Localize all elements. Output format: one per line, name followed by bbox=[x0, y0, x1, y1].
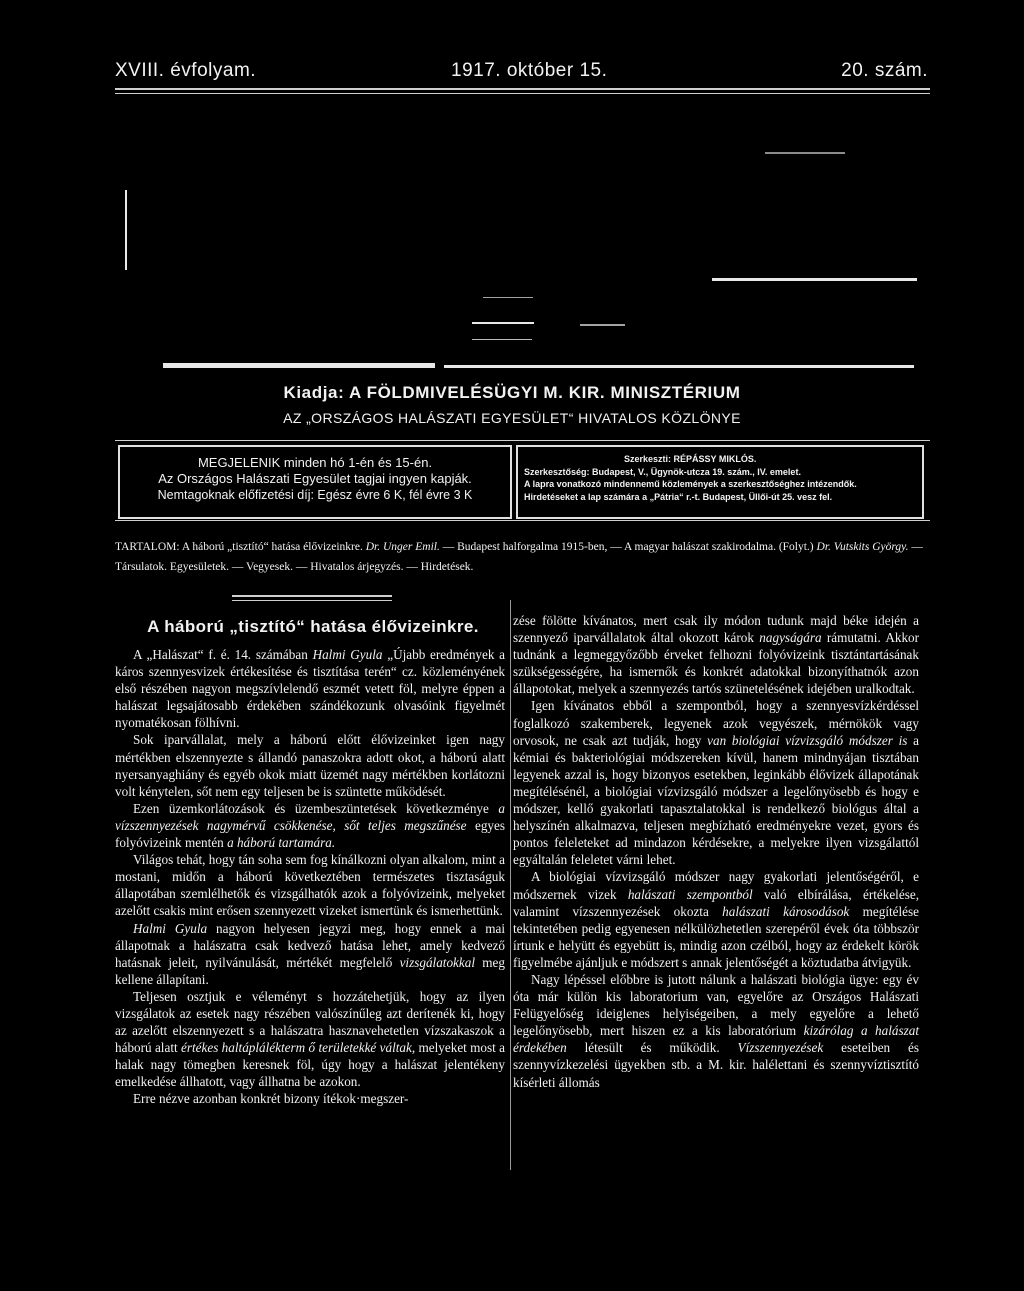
paragraph: A „Halászat“ f. é. 14. számában Halmi Gyula „Újabb eredmények a káros szennyesvizek értékesítése és tisztítása terén“ cz. közleményének első részében nagyon megszívlelendő eszmét vetett föl, melyre éppen a halászat legsajátosabb érdekében szándékozunk olvasóink figyelmét nyomatékosan fölhívni. bbox=[115, 647, 506, 731]
paragraph: Sok iparvállalat, mely a háború előtt élővizeinket igen nagy mértékben elszennyezte s állandó panaszokra adott okot, a háború alatt nyersanyaghiány és egyéb okok miatt üzemét nagy mértékben korlátozni volt kénytelen, sőt nem egy teljesen be is szüntette működését. bbox=[115, 732, 505, 799]
paragraph: Halmi Gyula nagyon helyesen jegyzi meg, hogy ennek a mai állapotnak a halászatra csak kedvező hatása lehet, amely kedvező hatásnak jeleit, nyilvánulását, mértékét megfelelő vizsgálatokkal meg kellene állapítani. bbox=[115, 920, 506, 987]
issue-header bbox=[115, 60, 930, 86]
publisher-line: Kiadja: A FÖLDMIVELÉSÜGYI M. KIR. MINISZTÉRIUM bbox=[283, 383, 741, 402]
issue-date: 1917. október 15. bbox=[451, 60, 608, 81]
header-rule bbox=[115, 88, 930, 90]
info-left-line: MEGJELENIK minden hó 1-én és 15-én. bbox=[197, 455, 433, 470]
toc-label: TARTALOM: bbox=[115, 541, 180, 553]
toc-item: A háború „tisztító“ hatása élővizeinkre. bbox=[181, 541, 363, 553]
article-column-left bbox=[115, 646, 505, 1108]
publication-subtitle: AZ „ORSZÁGOS HALÁSZATI EGYESÜLET“ HIVATALOS KÖZLÖNYE bbox=[283, 410, 741, 426]
article-title: A háború „tisztító“ hatása élővizeinkre. bbox=[147, 617, 479, 636]
info-right-line: Szerkeszti: RÉPÁSSY MIKLÓS. bbox=[624, 454, 757, 464]
info-right-line: Szerkesztőség: Budapest, V., Ügynök-utcza 19. szám., IV. emelet. bbox=[524, 466, 801, 477]
info-right-line: A lapra vonatkozó mindennemű közlemények a szerkesztőséghez intézendők. bbox=[524, 479, 857, 489]
title-rule bbox=[232, 595, 392, 597]
column-divider bbox=[510, 600, 511, 1170]
toc-item: — Társulatok. Egyesületek. — Vegyesek. — Hivatalos árjegyzés. — Hirdetések. bbox=[115, 541, 923, 573]
box-rule-bottom bbox=[115, 520, 930, 521]
volume-label: XVIII. évfolyam. bbox=[115, 60, 257, 81]
info-right-line: Hirdetéseket a lap számára a „Pátria“ r.-t. Budapest, Üllői-út 25. vesz fel. bbox=[524, 491, 833, 502]
subscription-info-box bbox=[118, 445, 512, 519]
editorial-info-box bbox=[516, 445, 924, 519]
info-left-line: Az Országos Halászati Egyesület tagjai ingyen kapják. bbox=[158, 471, 472, 486]
table-of-contents bbox=[115, 537, 930, 577]
toc-author: Dr. Unger Emil. bbox=[365, 541, 440, 553]
header-rule-thin bbox=[115, 93, 930, 94]
paragraph: Világos tehát, hogy tán soha sem fog kínálkozni olyan alkalom, mint a mostani, midőn a háború következtében természetes tisztaságuk állapotában szemlélhetők és vizsgálhatók azok a folyóvizeink, melyeket azelőtt csakis mint erősen szennyezett vizeket ismertünk és ismerhettünk. bbox=[115, 852, 505, 919]
paragraph: Ezen üzemkorlátozások és üzembeszüntetések következménye a vízszennyezések nagymérvű csökkenése, sőt teljes megszűnése egyes folyóvizeink mentén a háború tartamára. bbox=[115, 800, 505, 851]
paragraph: Igen kívánatos ebből a szempontból, hogy a szennyesvízkérdéssel foglalkozó szakemberek, legyenek azok vegyészek, mérnökök vagy orvosok, ne csak azt tudják, hogy van biológiai vízvizsgáló módszer is a kémiai és bakteriológiai módszereken kívül, hanem mindnyájan tisztában legyenek azzal is, hogy bizonyos esetekben, leginkább élővizek állapotának megítélésénél, a biológiai vízvizsgáló módszer a legelőnyösebb és hogy e módszer, kellő gyakorlati tapasztalatokkal is rendelkező biológus által a helyszínén alkalmazva, teljesen megbízható eredményekre vezet, gyors és pontos feleleteket ad mindazon kérdésekre, a melyekre ilyen vizsgálattól egyáltalán feleletet várni lehet. bbox=[513, 698, 919, 868]
title-rule-thin bbox=[232, 600, 392, 601]
paragraph: Teljesen osztjuk e véleményt s hozzátehetjük, hogy az ilyen vizsgálatok az esetek nagy részében valószínűleg azt derítenék ki, hogy az azelőtt elszennyezett s a halászatra hasznavehetetlen vízszakaszok a háború alatt értékes haltáplálékterm ő területekké váltak, melyeket most a halak nagy tömegben keresnek föl, úgy hogy a halászat jelentékeny emelkedése állhatott, vagy állhatna be azokon. bbox=[115, 988, 506, 1090]
paragraph: zése fölötte kívánatos, mert csak ily módon tudunk majd béke idején a szennyező iparvállalatok által okozott károk nagyságára rámutatni. Akkor tudnánk a legmeggyőzőbb érveket felhozni folyóvizeink tisztántartásának szükségességére, ha ismernők és konkrét adatokkal bizonyíthatnók azon állapotokat, melyek a szennyezés tartós szünetelésének idejében uralkodtak. bbox=[513, 613, 920, 697]
paragraph: A biológiai vízvizsgáló módszer nagy gyakorlati jelentőségéről, e módszernek vizek halászati szempontból való elbírálása, értékelése, valamint vízszennyezések okozta halászati károsodások megítélése tekintetében pedig egyenesen nélkülözhetetlen szerepéről évek óta többször írtunk e helyütt és egyebütt is, mindig azon czélból, hogy az érdekelt körök figyelmébe ajánljuk e módszert s annak jelentőségét a köztudatba átvigyük. bbox=[513, 869, 920, 970]
box-rule-top bbox=[115, 440, 930, 441]
issue-number: 20. szám. bbox=[841, 60, 928, 81]
info-left-line: Nemtagoknak előfizetési díj: Egész évre 6 K, fél évre 3 K bbox=[157, 488, 473, 502]
paragraph: Nagy lépéssel előbbre is jutott nálunk a halászati biológia ügye: egy év óta már külön kis laboratorium van, egyelőre az Országos Halászati Felügyelőség ideiglenes helyiségeiben, a mely egyelőre a lehető legelőnyösebb, mert hiszen ez a kis laboratórium kizárólag a halászat érdekében létesült és működik. Vízszennyezések eseteiben és szennyvízkezelési ügyekben stb. a M. kir. halélettani és szennyvíztisztító kísérleti állomás bbox=[513, 971, 920, 1090]
toc-item: — Budapest halforgalma 1915-ben, — A magyar halászat szakirodalma. (Folyt.) bbox=[442, 541, 814, 553]
article-column-right bbox=[513, 612, 919, 1091]
toc-author: Dr. Vutskits György. bbox=[816, 541, 909, 553]
paragraph: Erre nézve azonban konkrét bizony ítékok·megszer- bbox=[133, 1091, 409, 1107]
